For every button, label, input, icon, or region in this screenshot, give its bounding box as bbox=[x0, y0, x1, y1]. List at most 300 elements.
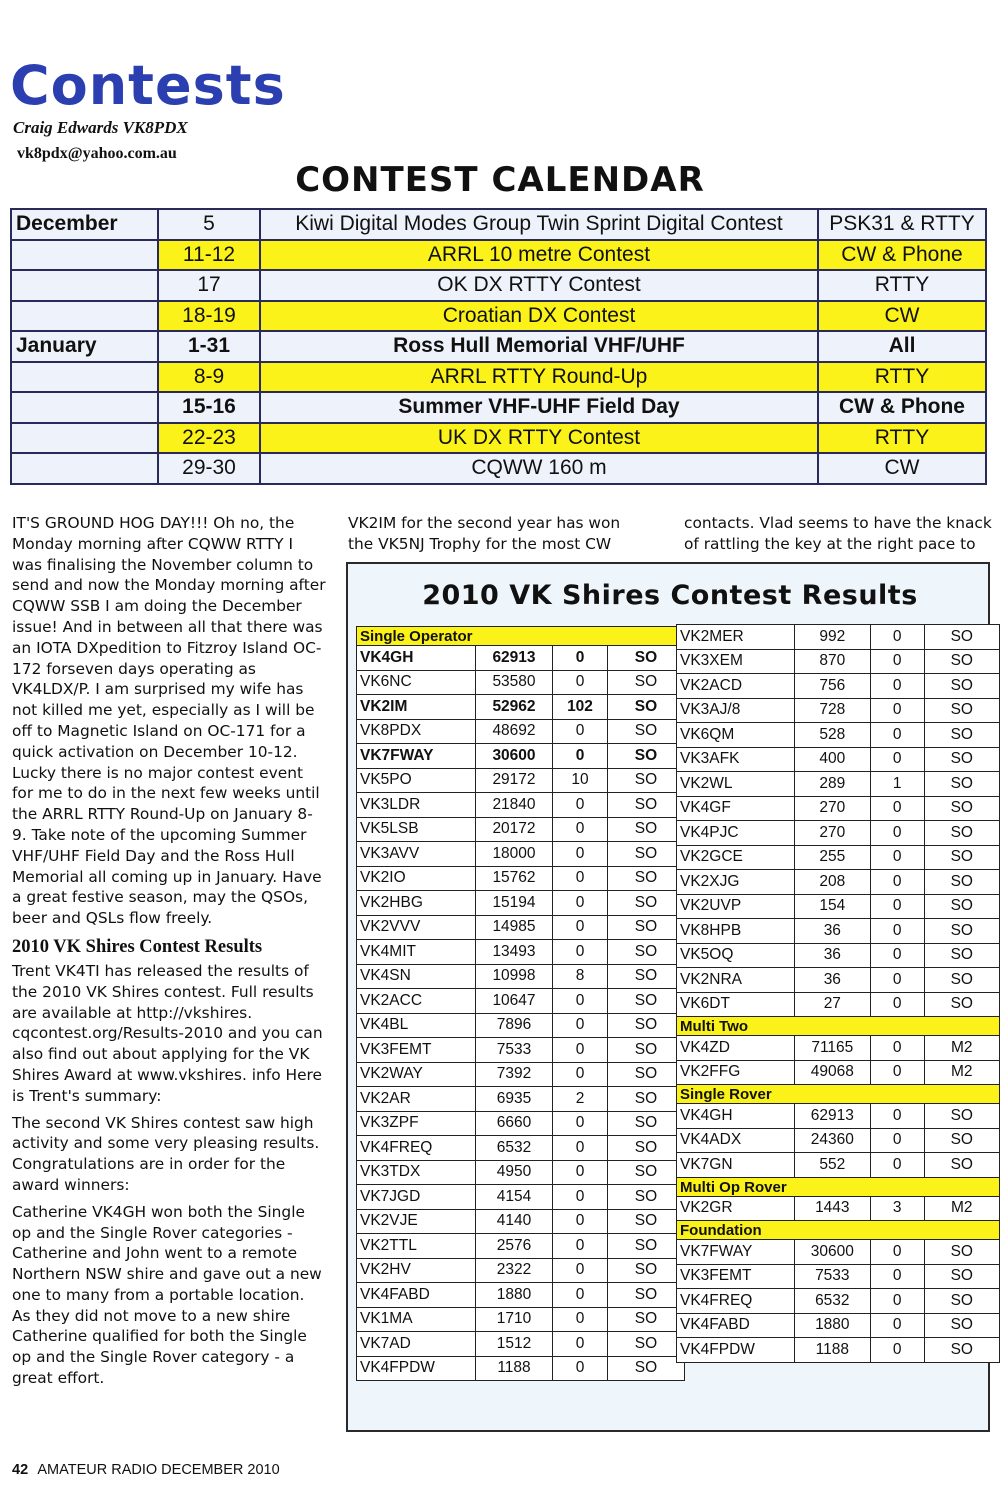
category-cell: SO bbox=[924, 1289, 999, 1314]
calendar-month bbox=[11, 301, 158, 332]
category-cell: SO bbox=[924, 894, 999, 919]
points-cell: 7392 bbox=[476, 1062, 553, 1087]
multipliers-cell: 0 bbox=[553, 1038, 608, 1063]
results-row bbox=[357, 1234, 685, 1259]
callsign-cell: VK2HV bbox=[357, 1258, 476, 1283]
multipliers-cell: 0 bbox=[870, 698, 924, 723]
results-row bbox=[677, 1060, 1000, 1085]
results-title: 2010 VK Shires Contest Results bbox=[422, 580, 918, 611]
multipliers-cell: 0 bbox=[870, 943, 924, 968]
results-row bbox=[357, 1356, 685, 1381]
callsign-cell: VK2IM bbox=[357, 695, 476, 720]
category-cell: SO bbox=[608, 768, 685, 793]
points-cell: 53580 bbox=[476, 670, 553, 695]
category-label: Single Operator bbox=[357, 627, 685, 646]
category-cell: SO bbox=[924, 943, 999, 968]
calendar-dates: 15-16 bbox=[158, 392, 260, 423]
category-cell: SO bbox=[608, 940, 685, 965]
points-cell: 21840 bbox=[476, 793, 553, 818]
points-cell: 36 bbox=[794, 943, 870, 968]
multipliers-cell: 3 bbox=[870, 1196, 924, 1221]
calendar-dates: 29-30 bbox=[158, 453, 260, 484]
author-email: vk8pdx@yahoo.com.au bbox=[17, 145, 177, 162]
points-cell: 27 bbox=[794, 992, 870, 1017]
multipliers-cell: 0 bbox=[870, 821, 924, 846]
results-row bbox=[677, 1338, 1000, 1363]
multipliers-cell: 0 bbox=[870, 1289, 924, 1314]
points-cell: 6935 bbox=[476, 1087, 553, 1112]
multipliers-cell: 0 bbox=[553, 1307, 608, 1332]
calendar-row bbox=[11, 423, 986, 454]
article-paragraph: Trent VK4TI has released the results of the 2010 VK Shires contest. Full results are available at http://vkshires. cqcontest.org/Results-2010 and you can also find out about applying for the VK Shires Award at www.vkshires. info Here is Trent's summary: bbox=[12, 961, 323, 1105]
category-cell: M2 bbox=[924, 1196, 999, 1221]
results-row bbox=[677, 894, 1000, 919]
multipliers-cell: 0 bbox=[553, 1258, 608, 1283]
article-column-3 bbox=[684, 513, 1000, 561]
callsign-cell: VK3LDR bbox=[357, 793, 476, 818]
calendar-dates: 8-9 bbox=[158, 362, 260, 393]
multipliers-cell: 0 bbox=[870, 796, 924, 821]
calendar-contest-name: OK DX RTTY Contest bbox=[260, 270, 818, 301]
callsign-cell: VK4GH bbox=[677, 1104, 795, 1129]
results-row bbox=[677, 772, 1000, 797]
multipliers-cell: 0 bbox=[553, 793, 608, 818]
callsign-cell: VK3ZPF bbox=[357, 1111, 476, 1136]
results-row bbox=[677, 674, 1000, 699]
results-category-header bbox=[677, 1017, 1000, 1036]
points-cell: 62913 bbox=[794, 1104, 870, 1129]
category-cell: SO bbox=[608, 695, 685, 720]
calendar-month bbox=[11, 240, 158, 271]
calendar-contest-name: UK DX RTTY Contest bbox=[260, 423, 818, 454]
multipliers-cell: 0 bbox=[553, 1185, 608, 1210]
results-row bbox=[677, 870, 1000, 895]
category-cell: SO bbox=[608, 1209, 685, 1234]
category-label: Multi Op Rover bbox=[677, 1177, 1000, 1196]
points-cell: 36 bbox=[794, 968, 870, 993]
points-cell: 7533 bbox=[794, 1264, 870, 1289]
results-row bbox=[357, 744, 685, 769]
multipliers-cell: 0 bbox=[870, 1128, 924, 1153]
points-cell: 20172 bbox=[476, 817, 553, 842]
calendar-mode: RTTY bbox=[818, 270, 986, 301]
article-paragraph: VK2IM for the second year has won the VK5NJ Trophy for the most CW bbox=[348, 514, 621, 553]
category-cell: SO bbox=[608, 1062, 685, 1087]
category-cell: SO bbox=[924, 968, 999, 993]
category-cell: SO bbox=[924, 992, 999, 1017]
points-cell: 2576 bbox=[476, 1234, 553, 1259]
category-cell: SO bbox=[924, 919, 999, 944]
callsign-cell: VK2UVP bbox=[677, 894, 795, 919]
calendar-mode: All bbox=[818, 331, 986, 362]
callsign-cell: VK7FWAY bbox=[357, 744, 476, 769]
calendar-mode: CW bbox=[818, 453, 986, 484]
points-cell: 528 bbox=[794, 723, 870, 748]
callsign-cell: VK3TDX bbox=[357, 1160, 476, 1185]
multipliers-cell: 0 bbox=[553, 817, 608, 842]
points-cell: 255 bbox=[794, 845, 870, 870]
callsign-cell: VK2TTL bbox=[357, 1234, 476, 1259]
results-row bbox=[357, 768, 685, 793]
results-row bbox=[677, 1128, 1000, 1153]
category-label: Multi Two bbox=[677, 1017, 1000, 1036]
callsign-cell: VK1MA bbox=[357, 1307, 476, 1332]
article-paragraph: The second VK Shires contest saw high activity and some very pleasing results. Congratulations are in order for the award winners: bbox=[12, 1113, 320, 1194]
multipliers-cell: 8 bbox=[553, 964, 608, 989]
results-row bbox=[357, 915, 685, 940]
callsign-cell: VK2VJE bbox=[357, 1209, 476, 1234]
category-cell: SO bbox=[924, 747, 999, 772]
points-cell: 24360 bbox=[794, 1128, 870, 1153]
callsign-cell: VK3XEM bbox=[677, 649, 795, 674]
callsign-cell: VK7FWAY bbox=[677, 1240, 795, 1265]
category-cell: SO bbox=[608, 1038, 685, 1063]
results-row bbox=[357, 1307, 685, 1332]
points-cell: 1512 bbox=[476, 1332, 553, 1357]
callsign-cell: VK4SN bbox=[357, 964, 476, 989]
category-cell: SO bbox=[924, 772, 999, 797]
category-cell: SO bbox=[924, 649, 999, 674]
callsign-cell: VK6DT bbox=[677, 992, 795, 1017]
category-cell: SO bbox=[608, 744, 685, 769]
multipliers-cell: 0 bbox=[553, 1013, 608, 1038]
multipliers-cell: 102 bbox=[553, 695, 608, 720]
callsign-cell: VK4GH bbox=[357, 646, 476, 671]
points-cell: 6532 bbox=[794, 1289, 870, 1314]
multipliers-cell: 0 bbox=[870, 919, 924, 944]
results-row bbox=[357, 989, 685, 1014]
callsign-cell: VK4FPDW bbox=[357, 1356, 476, 1381]
multipliers-cell: 0 bbox=[553, 940, 608, 965]
section-title: Contests bbox=[10, 54, 286, 117]
category-cell: SO bbox=[608, 1332, 685, 1357]
points-cell: 18000 bbox=[476, 842, 553, 867]
multipliers-cell: 0 bbox=[870, 845, 924, 870]
category-cell: SO bbox=[924, 1240, 999, 1265]
calendar-row bbox=[11, 301, 986, 332]
callsign-cell: VK4PJC bbox=[677, 821, 795, 846]
points-cell: 756 bbox=[794, 674, 870, 699]
category-label: Single Rover bbox=[677, 1085, 1000, 1104]
points-cell: 52962 bbox=[476, 695, 553, 720]
category-cell: SO bbox=[608, 1136, 685, 1161]
points-cell: 2322 bbox=[476, 1258, 553, 1283]
points-cell: 29172 bbox=[476, 768, 553, 793]
article-paragraph: IT'S GROUND HOG DAY!!! Oh no, the Monday morning after CQWW RTTY I was finalising the November column to send and now the Monday morning after CQWW SSB I am doing the December issue! And in between all that there was an IOTA DXpedition to Fitzroy Island OC-172 forseven days operating as VK4LDX/P. I am surprised my wife has not killed me yet, especially as I will be off to Magnetic Island on OC-171 for a quick activation on December 10-12. Lucky there is no major contest event for me to do in the next few weeks until the ARRL RTTY Round-Up on January 8-9. Take note of the upcoming Summer VHF/UHF Field Day and the Ross Hull Memorial all coming up in January. Have a great festive season, may the QSOs, beer and QSLs flow freely. bbox=[12, 514, 326, 928]
category-cell: SO bbox=[608, 719, 685, 744]
callsign-cell: VK2XJG bbox=[677, 870, 795, 895]
category-cell: SO bbox=[924, 1338, 999, 1363]
callsign-cell: VK2IO bbox=[357, 866, 476, 891]
results-category-header bbox=[357, 627, 685, 646]
results-row bbox=[357, 964, 685, 989]
calendar-row bbox=[11, 331, 986, 362]
calendar-dates: 18-19 bbox=[158, 301, 260, 332]
multipliers-cell: 1 bbox=[870, 772, 924, 797]
calendar-mode: CW & Phone bbox=[818, 240, 986, 271]
points-cell: 7533 bbox=[476, 1038, 553, 1063]
multipliers-cell: 0 bbox=[870, 1264, 924, 1289]
callsign-cell: VK3AJ/8 bbox=[677, 698, 795, 723]
results-row bbox=[677, 943, 1000, 968]
points-cell: 270 bbox=[794, 796, 870, 821]
points-cell: 1880 bbox=[476, 1283, 553, 1308]
points-cell: 6532 bbox=[476, 1136, 553, 1161]
callsign-cell: VK2HBG bbox=[357, 891, 476, 916]
callsign-cell: VK6QM bbox=[677, 723, 795, 748]
points-cell: 10647 bbox=[476, 989, 553, 1014]
category-cell: SO bbox=[608, 1356, 685, 1381]
calendar-mode: CW & Phone bbox=[818, 392, 986, 423]
results-row bbox=[357, 1160, 685, 1185]
category-cell: SO bbox=[608, 842, 685, 867]
category-cell: SO bbox=[924, 821, 999, 846]
callsign-cell: VK3FEMT bbox=[677, 1264, 795, 1289]
points-cell: 10998 bbox=[476, 964, 553, 989]
callsign-cell: VK4FPDW bbox=[677, 1338, 795, 1363]
multipliers-cell: 0 bbox=[553, 1062, 608, 1087]
callsign-cell: VK4BL bbox=[357, 1013, 476, 1038]
multipliers-cell: 0 bbox=[553, 1209, 608, 1234]
calendar-contest-name: ARRL 10 metre Contest bbox=[260, 240, 818, 271]
page-number: 42 bbox=[12, 1462, 29, 1478]
multipliers-cell: 0 bbox=[870, 1313, 924, 1338]
results-row bbox=[357, 1111, 685, 1136]
callsign-cell: VK3FEMT bbox=[357, 1038, 476, 1063]
category-cell: SO bbox=[608, 866, 685, 891]
calendar-mode: RTTY bbox=[818, 423, 986, 454]
multipliers-cell: 0 bbox=[553, 1136, 608, 1161]
callsign-cell: VK4ADX bbox=[677, 1128, 795, 1153]
multipliers-cell: 0 bbox=[553, 1234, 608, 1259]
callsign-cell: VK8PDX bbox=[357, 719, 476, 744]
category-cell: SO bbox=[924, 1104, 999, 1129]
points-cell: 270 bbox=[794, 821, 870, 846]
results-row bbox=[357, 940, 685, 965]
points-cell: 400 bbox=[794, 747, 870, 772]
callsign-cell: VK4FABD bbox=[357, 1283, 476, 1308]
points-cell: 30600 bbox=[794, 1240, 870, 1265]
callsign-cell: VK7JGD bbox=[357, 1185, 476, 1210]
points-cell: 48692 bbox=[476, 719, 553, 744]
points-cell: 4140 bbox=[476, 1209, 553, 1234]
callsign-cell: VK2FFG bbox=[677, 1060, 795, 1085]
calendar-mode: RTTY bbox=[818, 362, 986, 393]
calendar-month bbox=[11, 453, 158, 484]
results-row bbox=[357, 1258, 685, 1283]
multipliers-cell: 0 bbox=[870, 870, 924, 895]
results-row bbox=[677, 919, 1000, 944]
callsign-cell: VK2GCE bbox=[677, 845, 795, 870]
calendar-month bbox=[11, 362, 158, 393]
points-cell: 15194 bbox=[476, 891, 553, 916]
multipliers-cell: 0 bbox=[553, 891, 608, 916]
calendar-contest-name: Ross Hull Memorial VHF/UHF bbox=[260, 331, 818, 362]
calendar-contest-name: ARRL RTTY Round-Up bbox=[260, 362, 818, 393]
results-category-header bbox=[677, 1177, 1000, 1196]
category-cell: SO bbox=[608, 891, 685, 916]
points-cell: 1188 bbox=[794, 1338, 870, 1363]
category-cell: SO bbox=[608, 1013, 685, 1038]
callsign-cell: VK3AFK bbox=[677, 747, 795, 772]
points-cell: 30600 bbox=[476, 744, 553, 769]
points-cell: 1880 bbox=[794, 1313, 870, 1338]
multipliers-cell: 0 bbox=[553, 1283, 608, 1308]
multipliers-cell: 0 bbox=[870, 992, 924, 1017]
category-cell: SO bbox=[608, 1185, 685, 1210]
results-category-header bbox=[677, 1221, 1000, 1240]
calendar-contest-name: Summer VHF-UHF Field Day bbox=[260, 392, 818, 423]
multipliers-cell: 10 bbox=[553, 768, 608, 793]
results-row bbox=[677, 1289, 1000, 1314]
points-cell: 208 bbox=[794, 870, 870, 895]
multipliers-cell: 0 bbox=[870, 1338, 924, 1363]
points-cell: 1443 bbox=[794, 1196, 870, 1221]
callsign-cell: VK2VVV bbox=[357, 915, 476, 940]
results-row bbox=[677, 1313, 1000, 1338]
callsign-cell: VK4GF bbox=[677, 796, 795, 821]
calendar-dates: 17 bbox=[158, 270, 260, 301]
callsign-cell: VK2AR bbox=[357, 1087, 476, 1112]
points-cell: 552 bbox=[794, 1153, 870, 1178]
results-row bbox=[677, 992, 1000, 1017]
results-row bbox=[357, 695, 685, 720]
points-cell: 13493 bbox=[476, 940, 553, 965]
multipliers-cell: 0 bbox=[870, 968, 924, 993]
calendar-month bbox=[11, 270, 158, 301]
points-cell: 1710 bbox=[476, 1307, 553, 1332]
category-cell: SO bbox=[924, 625, 999, 650]
results-row bbox=[357, 1038, 685, 1063]
multipliers-cell: 0 bbox=[553, 670, 608, 695]
results-row bbox=[677, 1036, 1000, 1061]
calendar-month: December bbox=[11, 209, 158, 240]
multipliers-cell: 0 bbox=[553, 866, 608, 891]
results-row bbox=[357, 1332, 685, 1357]
results-row bbox=[677, 821, 1000, 846]
results-table-left bbox=[356, 626, 685, 1381]
multipliers-cell: 0 bbox=[553, 1332, 608, 1357]
results-row bbox=[357, 719, 685, 744]
calendar-row bbox=[11, 453, 986, 484]
results-row bbox=[357, 1087, 685, 1112]
calendar-title: CONTEST CALENDAR bbox=[295, 160, 705, 200]
multipliers-cell: 0 bbox=[870, 625, 924, 650]
callsign-cell: VK7GN bbox=[677, 1153, 795, 1178]
results-row bbox=[357, 793, 685, 818]
results-row bbox=[357, 891, 685, 916]
results-row bbox=[677, 1264, 1000, 1289]
callsign-cell: VK4MIT bbox=[357, 940, 476, 965]
calendar-row bbox=[11, 270, 986, 301]
results-row bbox=[357, 1062, 685, 1087]
category-cell: SO bbox=[608, 915, 685, 940]
results-row bbox=[677, 1196, 1000, 1221]
article-subheading: 2010 VK Shires Contest Results bbox=[12, 936, 263, 957]
calendar-dates: 22-23 bbox=[158, 423, 260, 454]
results-row bbox=[357, 1013, 685, 1038]
calendar-contest-name: Kiwi Digital Modes Group Twin Sprint Digital Contest bbox=[260, 209, 818, 240]
results-row bbox=[357, 670, 685, 695]
multipliers-cell: 0 bbox=[870, 1060, 924, 1085]
results-row bbox=[357, 817, 685, 842]
callsign-cell: VK3AVV bbox=[357, 842, 476, 867]
results-row bbox=[677, 796, 1000, 821]
calendar-mode: PSK31 & RTTY bbox=[818, 209, 986, 240]
multipliers-cell: 0 bbox=[553, 646, 608, 671]
category-cell: SO bbox=[924, 674, 999, 699]
page-footer bbox=[12, 1462, 280, 1478]
calendar-row bbox=[11, 392, 986, 423]
multipliers-cell: 0 bbox=[553, 1160, 608, 1185]
multipliers-cell: 2 bbox=[553, 1087, 608, 1112]
callsign-cell: VK2MER bbox=[677, 625, 795, 650]
points-cell: 7896 bbox=[476, 1013, 553, 1038]
multipliers-cell: 0 bbox=[870, 1104, 924, 1129]
points-cell: 14985 bbox=[476, 915, 553, 940]
results-row bbox=[357, 1136, 685, 1161]
results-row bbox=[357, 1283, 685, 1308]
calendar-month bbox=[11, 392, 158, 423]
callsign-cell: VK2NRA bbox=[677, 968, 795, 993]
results-row bbox=[357, 866, 685, 891]
category-cell: SO bbox=[608, 646, 685, 671]
callsign-cell: VK8HPB bbox=[677, 919, 795, 944]
calendar-dates: 1-31 bbox=[158, 331, 260, 362]
multipliers-cell: 0 bbox=[870, 674, 924, 699]
category-cell: SO bbox=[608, 964, 685, 989]
calendar-contest-name: CQWW 160 m bbox=[260, 453, 818, 484]
category-cell: SO bbox=[608, 1258, 685, 1283]
points-cell: 870 bbox=[794, 649, 870, 674]
results-row bbox=[357, 1209, 685, 1234]
callsign-cell: VK2ACC bbox=[357, 989, 476, 1014]
points-cell: 15762 bbox=[476, 866, 553, 891]
multipliers-cell: 0 bbox=[870, 723, 924, 748]
results-row bbox=[677, 968, 1000, 993]
category-cell: SO bbox=[924, 1128, 999, 1153]
category-cell: SO bbox=[924, 1153, 999, 1178]
results-row bbox=[677, 625, 1000, 650]
category-cell: SO bbox=[608, 1234, 685, 1259]
calendar-row bbox=[11, 240, 986, 271]
category-cell: M2 bbox=[924, 1060, 999, 1085]
callsign-cell: VK5LSB bbox=[357, 817, 476, 842]
category-cell: SO bbox=[608, 1307, 685, 1332]
multipliers-cell: 0 bbox=[553, 1356, 608, 1381]
category-cell: SO bbox=[608, 1087, 685, 1112]
calendar-row bbox=[11, 362, 986, 393]
results-row bbox=[677, 1153, 1000, 1178]
multipliers-cell: 0 bbox=[870, 1036, 924, 1061]
article-column-1 bbox=[12, 513, 327, 1395]
results-row bbox=[677, 845, 1000, 870]
points-cell: 49068 bbox=[794, 1060, 870, 1085]
category-cell: SO bbox=[924, 870, 999, 895]
points-cell: 71165 bbox=[794, 1036, 870, 1061]
callsign-cell: VK4FABD bbox=[677, 1313, 795, 1338]
multipliers-cell: 0 bbox=[870, 1153, 924, 1178]
category-label: Foundation bbox=[677, 1221, 1000, 1240]
category-cell: SO bbox=[924, 1313, 999, 1338]
results-category-header bbox=[677, 1085, 1000, 1104]
results-row bbox=[357, 842, 685, 867]
category-cell: SO bbox=[608, 989, 685, 1014]
callsign-cell: VK5OQ bbox=[677, 943, 795, 968]
category-cell: SO bbox=[608, 670, 685, 695]
results-row bbox=[677, 723, 1000, 748]
points-cell: 4950 bbox=[476, 1160, 553, 1185]
